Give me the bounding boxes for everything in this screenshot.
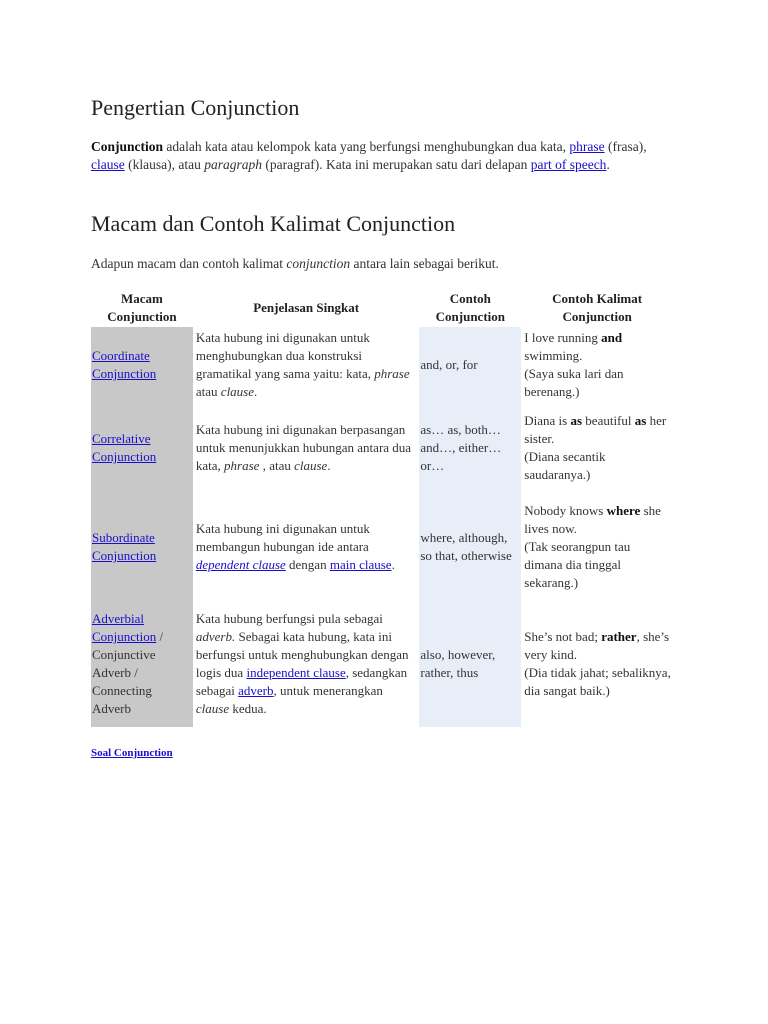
italic-term: adverb. — [195, 629, 236, 644]
text-segment: / Conjunctive Adverb / Connecting Adverb — [92, 629, 164, 716]
translation: (Saya suka lari dan berenang.) — [524, 366, 624, 399]
text-segment: Kata hubung berfungsi pula sebagai — [195, 611, 383, 626]
link-subordinate-conjunction[interactable]: Subordinate Conjunction — [92, 530, 157, 563]
link-correlative-conjunction[interactable]: Correlative Conjunction — [92, 431, 157, 464]
cell-type — [91, 493, 193, 601]
text-segment: , sedangkan sebagai — [195, 665, 408, 698]
text-segment: adalah kata atau kelompok kata yang berfungsi menghubungkan dua kata, — [163, 139, 570, 154]
text-segment: beautiful — [582, 413, 635, 428]
link-adverbial-conjunction[interactable]: Adverbial Conjunction — [92, 611, 157, 644]
text-segment: She’s not bad; — [524, 629, 602, 644]
italic-term: phrase — [374, 366, 410, 381]
text-segment: her sister. — [524, 413, 667, 446]
text-segment: kedua. — [229, 701, 267, 716]
cell-examples: and, or, for — [419, 327, 521, 403]
cell-sentence — [523, 493, 671, 601]
text-segment: Diana is — [524, 413, 571, 428]
cell-type — [91, 327, 193, 403]
cell-examples: where, although, so that, otherwise — [419, 493, 521, 601]
text-segment: dengan — [285, 557, 330, 572]
text-segment: . — [254, 384, 258, 399]
link-coordinate-conjunction[interactable]: Coordinate Conjunction — [92, 348, 157, 381]
link-part-of-speech[interactable]: part of speech — [530, 157, 607, 172]
italic-term: clause — [220, 384, 255, 399]
italic-conjunction: conjunction — [286, 256, 351, 271]
paragraph-intro — [91, 255, 681, 273]
link-soal-conjunction[interactable]: Soal Conjunction — [91, 747, 173, 759]
bold-conjunction: where — [606, 503, 641, 518]
link-phrase[interactable]: phrase — [569, 139, 605, 154]
table-row — [91, 403, 671, 493]
cell-sentence — [523, 601, 671, 727]
text-segment: . — [391, 557, 395, 572]
cell-examples: also, however, rather, thus — [419, 601, 521, 727]
text-segment: she lives now. — [524, 503, 661, 536]
link-main-clause[interactable]: main clause — [329, 557, 392, 572]
cell-description — [195, 403, 417, 493]
cell-description — [195, 601, 417, 727]
italic-term: clause — [195, 701, 230, 716]
translation: (Dia tidak jahat; sebaliknya, dia sangat baik.) — [524, 665, 671, 698]
text-segment: antara lain sebagai berikut. — [350, 256, 499, 271]
cell-description — [195, 327, 417, 403]
table-row — [91, 327, 671, 403]
text-segment: . — [327, 458, 331, 473]
heading-macam-dan-contoh: Macam dan Contoh Kalimat Conjunction — [91, 211, 456, 236]
text-segment: , untuk menerangkan — [273, 683, 383, 698]
conjunction-table — [89, 289, 673, 727]
text-segment: , she’s very kind. — [524, 629, 670, 662]
cell-description — [195, 493, 417, 601]
cell-sentence — [523, 403, 671, 493]
header-penjelasan-singkat: Penjelasan Singkat — [253, 300, 360, 315]
text-segment: , atau — [259, 458, 295, 473]
header-macam-conjunction: Macam Conjunction — [107, 291, 177, 324]
translation: (Diana secantik saudaranya.) — [524, 449, 606, 482]
table-row — [91, 601, 671, 727]
text-segment: Adapun macam dan contoh kalimat — [91, 256, 287, 271]
cell-sentence — [523, 327, 671, 403]
text-segment: (frasa), — [604, 139, 647, 154]
table-header-row — [91, 289, 671, 327]
text-segment: Sebagai kata hubung, kata ini berfungsi untuk menghubungkan dengan logis dua — [195, 629, 409, 680]
bold-conjunction: rather — [601, 629, 637, 644]
term-conjunction: Conjunction — [91, 139, 164, 154]
text-segment: . — [606, 157, 610, 172]
link-independent-clause[interactable]: independent clause — [246, 665, 346, 680]
table-row — [91, 493, 671, 601]
text-segment: atau — [195, 384, 221, 399]
text-segment: Kata hubung ini digunakan untuk menghubungkan dua konstruksi gramatikal yang sama yaitu: kata, — [195, 330, 375, 381]
cell-type — [91, 403, 193, 493]
bold-conjunction: as — [634, 413, 647, 428]
link-clause[interactable]: clause — [91, 157, 125, 172]
text-segment: Nobody knows — [524, 503, 607, 518]
text-segment: swimming. — [524, 348, 583, 363]
text-segment: (paragraf). Kata ini merupakan satu dari delapan — [261, 157, 531, 172]
italic-term: phrase — [224, 458, 260, 473]
italic-term: clause — [294, 458, 328, 473]
header-contoh-kalimat: Contoh Kalimat Conjunction — [552, 291, 643, 324]
paragraph-definition — [91, 138, 681, 174]
cell-type — [91, 601, 193, 727]
heading-pengertian-conjunction: Pengertian Conjunction — [91, 95, 300, 120]
text-segment: Kata hubung ini digunakan berpasangan untuk menunjukkan hubungan antara dua kata, — [195, 422, 412, 473]
translation: (Tak seorangpun tau dimana dia tinggal sekarang.) — [524, 539, 631, 590]
link-dependent-clause[interactable]: dependent clause — [195, 557, 286, 572]
link-adverb[interactable]: adverb — [238, 683, 274, 698]
italic-paragraph: paragraph — [204, 157, 262, 172]
text-segment: Kata hubung ini digunakan untuk membangun hubungan ide antara — [195, 521, 370, 554]
text-segment: I love running — [524, 330, 602, 345]
cell-examples: as… as, both… and…, either… or… — [419, 403, 521, 493]
text-segment: (klausa), atau — [124, 157, 205, 172]
bold-conjunction: and — [601, 330, 623, 345]
bold-conjunction: as — [570, 413, 583, 428]
header-contoh-conjunction: Contoh Conjunction — [435, 291, 505, 324]
